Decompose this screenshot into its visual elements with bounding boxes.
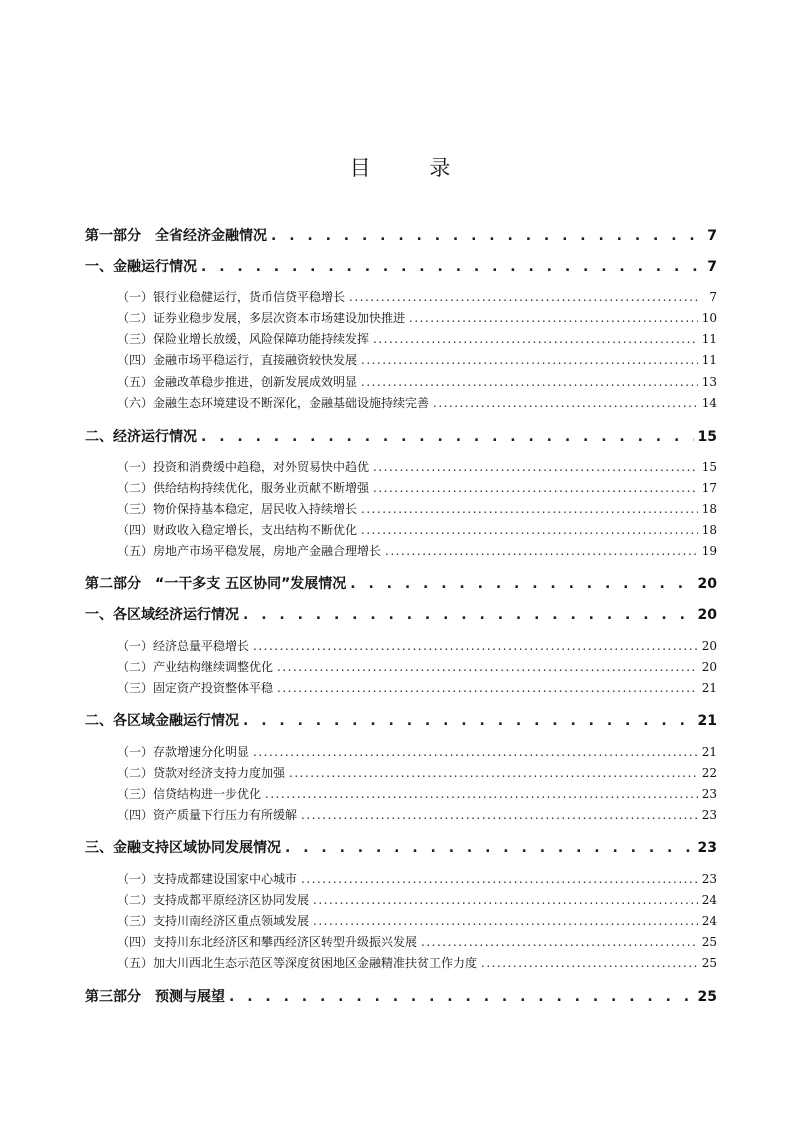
toc-subentry xyxy=(117,330,717,347)
toc-page-number: 7 xyxy=(709,290,717,304)
toc-page-number: 7 xyxy=(707,228,717,244)
toc-subentry xyxy=(117,521,717,538)
toc-page-number: 21 xyxy=(701,745,717,759)
dot-leader xyxy=(277,660,698,674)
toc-entry-text: （二）贷款对经济支持力度加强 xyxy=(117,766,286,780)
dot-leader xyxy=(373,481,698,495)
toc-heading-entry xyxy=(85,573,717,593)
dot-leader xyxy=(301,872,698,886)
toc-page-number: 20 xyxy=(697,576,717,592)
dot-leader xyxy=(201,259,699,275)
toc-entry-text: （四）财政收入稳定增长，支出结构不断优化 xyxy=(117,523,358,537)
toc-heading-entry xyxy=(85,986,717,1006)
toc-entry-text: （一）存款增速分化明显 xyxy=(117,745,250,759)
toc-entry-text: （五）加大川西北生态示范区等深度贫困地区金融精准扶贫工作力度 xyxy=(117,956,478,970)
toc-entry-text: （四）资产质量下行压力有所缓解 xyxy=(117,808,298,822)
toc-entry-text: 第一部分 全省经济金融情况 xyxy=(85,228,267,244)
toc-subentry xyxy=(117,373,717,390)
toc-page-number: 22 xyxy=(701,766,717,780)
toc-heading-entry xyxy=(85,710,717,730)
dot-leader xyxy=(373,460,698,474)
toc-page-number: 7 xyxy=(707,259,717,275)
toc-page-number: 24 xyxy=(701,914,717,928)
toc-page-number: 15 xyxy=(701,460,717,474)
toc-page-number: 11 xyxy=(701,332,717,346)
toc-page-number: 19 xyxy=(701,544,717,558)
toc-subentry xyxy=(117,458,717,475)
toc-subentry xyxy=(117,394,717,411)
toc-subentry xyxy=(117,679,717,696)
dot-leader xyxy=(350,576,693,592)
toc-entry-text: 二、经济运行情况 xyxy=(85,429,197,445)
toc-page-number: 20 xyxy=(701,639,717,653)
toc-entry-text: （一）投资和消费缓中趋稳，对外贸易快中趋优 xyxy=(117,460,370,474)
toc-page-number: 10 xyxy=(701,311,717,325)
toc-entry-text: 二、各区域金融运行情况 xyxy=(85,713,239,729)
dot-leader xyxy=(201,429,694,445)
dot-leader xyxy=(289,766,698,780)
dot-leader xyxy=(361,502,698,516)
dot-leader xyxy=(229,989,694,1005)
toc-page-number: 14 xyxy=(701,396,717,410)
dot-leader xyxy=(361,375,698,389)
toc-entry-text: （一）经济总量平稳增长 xyxy=(117,639,250,653)
dot-leader xyxy=(385,544,698,558)
toc-page-number: 11 xyxy=(701,353,717,367)
dot-leader xyxy=(373,332,698,346)
toc-page-number: 13 xyxy=(701,375,717,389)
toc-subentry xyxy=(117,891,717,908)
toc-page-number: 23 xyxy=(701,787,717,801)
dot-leader xyxy=(253,639,698,653)
toc-subentry xyxy=(117,309,717,326)
toc-subentry xyxy=(117,658,717,675)
toc-subentry xyxy=(117,785,717,802)
toc-entry-text: 三、金融支持区域协同发展情况 xyxy=(85,840,281,856)
toc-entry-text: （二）产业结构继续调整优化 xyxy=(117,660,274,674)
dot-leader xyxy=(361,353,698,367)
toc-entry-text: （四）支持川东北经济区和攀西经济区转型升级振兴发展 xyxy=(117,935,418,949)
dot-leader xyxy=(271,228,699,244)
toc-page-number: 25 xyxy=(701,956,717,970)
toc-subentry xyxy=(117,479,717,496)
toc-entry-text: （三）保险业增长放缓，风险保障功能持续发挥 xyxy=(117,332,370,346)
toc-subentry xyxy=(117,912,717,929)
toc-subentry xyxy=(117,806,717,823)
dot-leader xyxy=(265,787,698,801)
toc-subentry xyxy=(117,500,717,517)
toc-page-number: 25 xyxy=(697,989,717,1005)
dot-leader xyxy=(243,713,694,729)
dot-leader xyxy=(409,311,698,325)
toc-entry-text: （三）支持川南经济区重点领域发展 xyxy=(117,914,310,928)
toc-page-number: 15 xyxy=(697,429,717,445)
toc-subentry xyxy=(117,542,717,559)
toc-entry-text: （一）支持成都建设国家中心城市 xyxy=(117,872,298,886)
dot-leader xyxy=(481,956,698,970)
toc-heading-entry xyxy=(85,256,717,276)
toc-page-number: 23 xyxy=(701,808,717,822)
toc-entry-text: （三）固定资产投资整体平稳 xyxy=(117,681,274,695)
toc-page-number: 18 xyxy=(701,523,717,537)
dot-leader xyxy=(349,290,699,304)
toc-page-number: 20 xyxy=(701,660,717,674)
toc-page-number: 25 xyxy=(701,935,717,949)
toc-entry-text: 一、各区域经济运行情况 xyxy=(85,607,239,623)
toc-page-number: 24 xyxy=(701,893,717,907)
dot-leader xyxy=(301,808,698,822)
toc-page-number: 21 xyxy=(697,713,717,729)
toc-subentry xyxy=(117,288,717,305)
toc-subentry xyxy=(117,954,717,971)
toc-page-number: 23 xyxy=(697,840,717,856)
toc-heading-entry xyxy=(85,426,717,446)
toc-subentry xyxy=(117,637,717,654)
toc-page-number: 23 xyxy=(701,872,717,886)
toc-entry-text: 一、金融运行情况 xyxy=(85,259,197,275)
toc-entry-text: （二）证券业稳步发展，多层次资本市场建设加快推进 xyxy=(117,311,406,325)
dot-leader xyxy=(243,607,694,623)
toc-subentry xyxy=(117,870,717,887)
toc-page-number: 17 xyxy=(701,481,717,495)
toc-entry-text: （四）金融市场平稳运行，直接融资较快发展 xyxy=(117,353,358,367)
toc-page-number: 18 xyxy=(701,502,717,516)
toc-entry-text: （三）物价保持基本稳定，居民收入持续增长 xyxy=(117,502,358,516)
toc-page-number: 20 xyxy=(697,607,717,623)
dot-leader xyxy=(277,681,698,695)
toc-page-number: 21 xyxy=(701,681,717,695)
toc-entry-text: （六）金融生态环境建设不断深化，金融基础设施持续完善 xyxy=(117,396,430,410)
dot-leader xyxy=(253,745,698,759)
dot-leader xyxy=(313,914,698,928)
toc-entry-text: （五）房地产市场平稳发展，房地产金融合理增长 xyxy=(117,544,382,558)
toc-heading-entry xyxy=(85,604,717,624)
toc-heading-entry xyxy=(85,225,717,245)
toc-entry-text: （一）银行业稳健运行，货币信贷平稳增长 xyxy=(117,290,346,304)
dot-leader xyxy=(313,893,698,907)
toc-entry-text: 第三部分 预测与展望 xyxy=(85,989,225,1005)
toc-subentry xyxy=(117,743,717,760)
page-title: 目 录 xyxy=(349,156,477,180)
dot-leader xyxy=(433,396,698,410)
toc-subentry xyxy=(117,764,717,781)
toc-entry-text: （二）供给结构持续优化，服务业贡献不断增强 xyxy=(117,481,370,495)
toc-entry-text: （五）金融改革稳步推进，创新发展成效明显 xyxy=(117,375,358,389)
dot-leader xyxy=(421,935,698,949)
toc-entry-text: 第二部分 “一干多支 五区协同”发展情况 xyxy=(85,576,347,592)
toc-subentry xyxy=(117,351,717,368)
toc-entry-text: （三）信贷结构进一步优化 xyxy=(117,787,262,801)
toc-heading-entry xyxy=(85,837,717,857)
toc-entry-text: （二）支持成都平原经济区协同发展 xyxy=(117,893,310,907)
dot-leader xyxy=(361,523,698,537)
dot-leader xyxy=(285,840,694,856)
toc-subentry xyxy=(117,933,717,950)
